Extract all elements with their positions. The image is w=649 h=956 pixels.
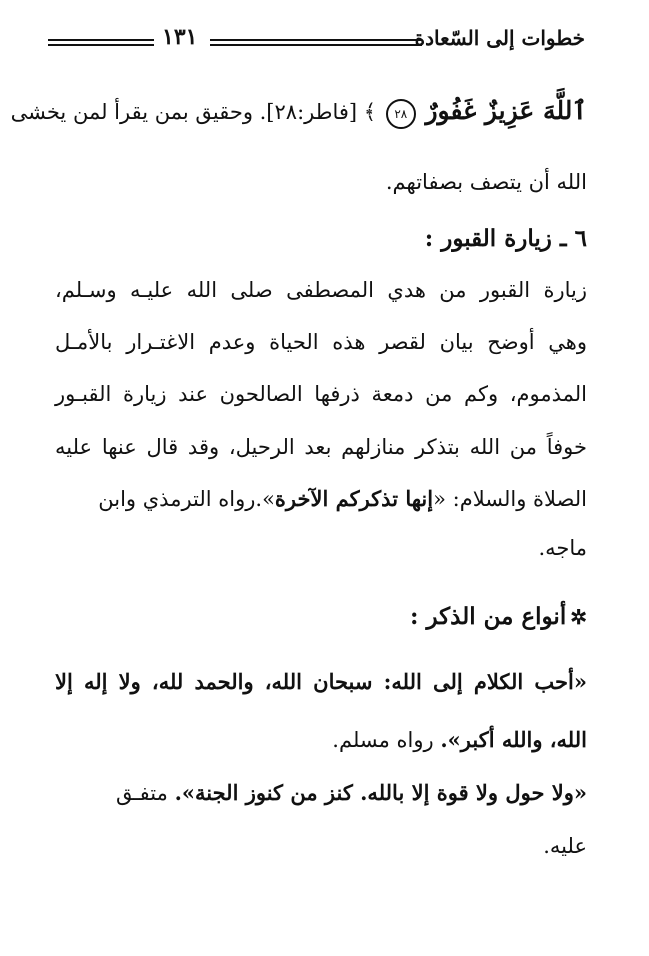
quran-closing-bracket: ﴾: [363, 100, 377, 124]
paragraph-line: المذموم، وكم من دمعة ذرفها الصالحون عند زيارة القبـور: [55, 382, 587, 406]
ayah-number-mark: ٢٨: [386, 99, 416, 129]
header-rule: [48, 39, 154, 46]
section-heading-visiting-graves: ٦ ـ زيارة القبور :: [424, 225, 587, 252]
paragraph-line: وهي أوضح بيان لقصر هذه الحياة وعدم الاغتـرار بالأمـل: [55, 330, 587, 354]
dhikr-line: «أحب الكلام إلى الله: سبحان الله، والحمد لله، ولا إله إلا: [55, 669, 587, 694]
paragraph-line: خوفاً من الله بتذكر منازلهم بعد الرحيل، وقد قال عنها عليه: [55, 435, 587, 459]
hadith-source: ».رواه الترمذي وابن: [98, 487, 275, 511]
dhikr-line: [55, 778, 587, 808]
section-heading-dhikr: [55, 602, 587, 632]
dhikr-source: متفـق: [116, 781, 168, 805]
header-rule: [210, 39, 422, 46]
paragraph-line: زيارة القبور من هدي المصطفى صلى الله عليـه وسـلم،: [55, 278, 587, 302]
dhikr-line: عليه.: [543, 834, 587, 858]
verse-citation-text: [فاطر:٢٨]. وحقيق بمن يقرأ لمن يخشى: [10, 100, 358, 124]
dhikr-quote: «ولا حول ولا قوة إلا بالله. كنز من كنوز الجنة».: [174, 780, 587, 805]
hadith-lead: الصلاة والسلام: «: [433, 487, 587, 511]
paragraph-line: ماجه.: [538, 536, 587, 560]
page-header: [40, 22, 585, 58]
quran-verse-line: [10, 96, 587, 129]
book-title: خطوات إلى السّعادة: [414, 26, 585, 50]
paragraph-line: [55, 484, 587, 514]
dhikr-source: رواه مسلم.: [332, 728, 434, 752]
hadith-quote: إنها تذكركم الآخرة: [274, 486, 434, 511]
dhikr-quote: الله، والله أكبر».: [440, 727, 587, 752]
quran-verse-text: ٱللَّهَ عَزِيزٌ غَفُورٌ: [425, 96, 587, 125]
dhikr-line: [55, 725, 587, 755]
star-bullet-icon: ✲: [570, 605, 587, 629]
text-line: الله أن يتصف بصفاتهم.: [385, 170, 587, 194]
page-number: ١٣١: [162, 24, 198, 50]
section-heading-text: أنواع من الذكر :: [409, 603, 567, 630]
